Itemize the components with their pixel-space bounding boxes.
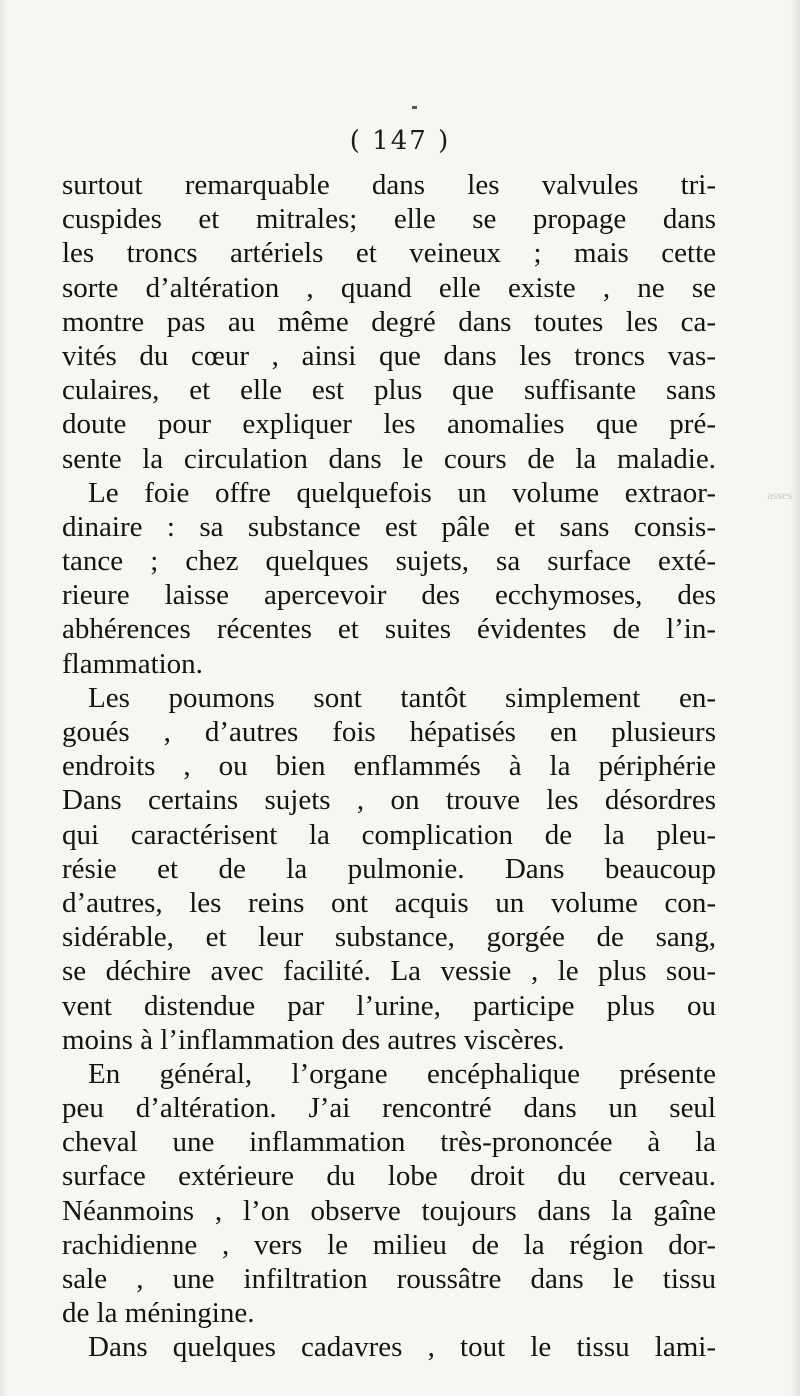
paragraph-4 — [62, 1057, 716, 1331]
text-line: dinaire : sa substance est pâle et sans consis- — [62, 510, 716, 543]
text-line: de la méningine. — [62, 1297, 255, 1330]
page-right-edge — [790, 0, 800, 1396]
text-line: culaires, et elle est plus que suffisante sans — [62, 374, 716, 407]
text-line: surface extérieure du lobe droit du cerveau. — [62, 1160, 716, 1193]
text-line: En général, l’organe encéphalique présente — [88, 1057, 716, 1090]
text-line: qui caractérisent la complication de la pleu- — [62, 818, 716, 851]
text-line: surtout remarquable dans les valvules tri- — [62, 169, 716, 201]
text-line: cuspides et mitrales; elle se propage dans — [62, 203, 716, 236]
text-line: sidérable, et leur substance, gorgée de sang, — [62, 921, 716, 954]
text-line: abhérences récentes et suites évidentes de l’in- — [62, 613, 716, 646]
paragraph-3 — [62, 681, 716, 1057]
text-line: montre pas au même degré dans toutes les ca- — [62, 305, 716, 338]
text-line: goués , d’autres fois hépatisés en plusieurs — [62, 716, 716, 748]
text-line: Le foie offre quelquefois un volume extraor- — [88, 476, 716, 509]
print-mark — [412, 106, 417, 109]
text-line: Les poumons sont tantôt simplement en- — [88, 681, 716, 714]
text-line: résie et de la pulmonie. Dans beaucoup — [62, 852, 716, 885]
text-line: cheval une inflammation très-prononcée à la — [62, 1126, 716, 1159]
text-line: rieure laisse apercevoir des ecchymoses, des — [62, 579, 716, 612]
paragraph-5 — [62, 1330, 716, 1364]
text-line: Dans certains sujets , on trouve les désordres — [62, 784, 716, 817]
margin-note: asses — [767, 488, 792, 502]
text-line: sente la circulation dans le cours de la maladie. — [62, 442, 716, 475]
text-line: moins à l’inflammation des autres viscères. — [62, 1023, 565, 1056]
paragraph-1 — [62, 168, 716, 476]
text-line: les troncs artériels et veineux ; mais cette — [62, 237, 716, 270]
text-line: Néanmoins , l’on observe toujours dans la gaîne — [62, 1194, 716, 1227]
text-line: vités du cœur , ainsi que dans les troncs vas- — [62, 339, 716, 372]
text-line: vent distendue par l’urine, participe plus ou — [62, 989, 716, 1022]
text-line: sorte d’altération , quand elle existe , ne se — [62, 271, 716, 304]
text-line: d’autres, les reins ont acquis un volume con- — [62, 886, 716, 919]
text-line: peu d’altération. J’ai rencontré dans un seul — [62, 1092, 716, 1125]
text-line: flammation. — [62, 647, 203, 680]
page-number: ( 147 ) — [349, 126, 451, 156]
text-line: tance ; chez quelques sujets, sa surface exté- — [62, 545, 716, 578]
text-line: sale , une infiltration roussâtre dans le tissu — [62, 1263, 716, 1295]
text-line: Dans quelques cadavres , tout le tissu lami- — [88, 1331, 716, 1364]
body-text — [62, 168, 716, 1365]
text-line: rachidienne , vers le milieu de la région dor- — [62, 1228, 716, 1261]
page-left-edge — [0, 0, 8, 1396]
text-line: se déchire avec facilité. La vessie , le plus sou- — [62, 955, 716, 988]
paragraph-2 — [62, 476, 716, 681]
text-line: doute pour expliquer les anomalies que pré- — [62, 408, 716, 441]
text-line: endroits , ou bien enflammés à la périphérie — [62, 750, 716, 783]
